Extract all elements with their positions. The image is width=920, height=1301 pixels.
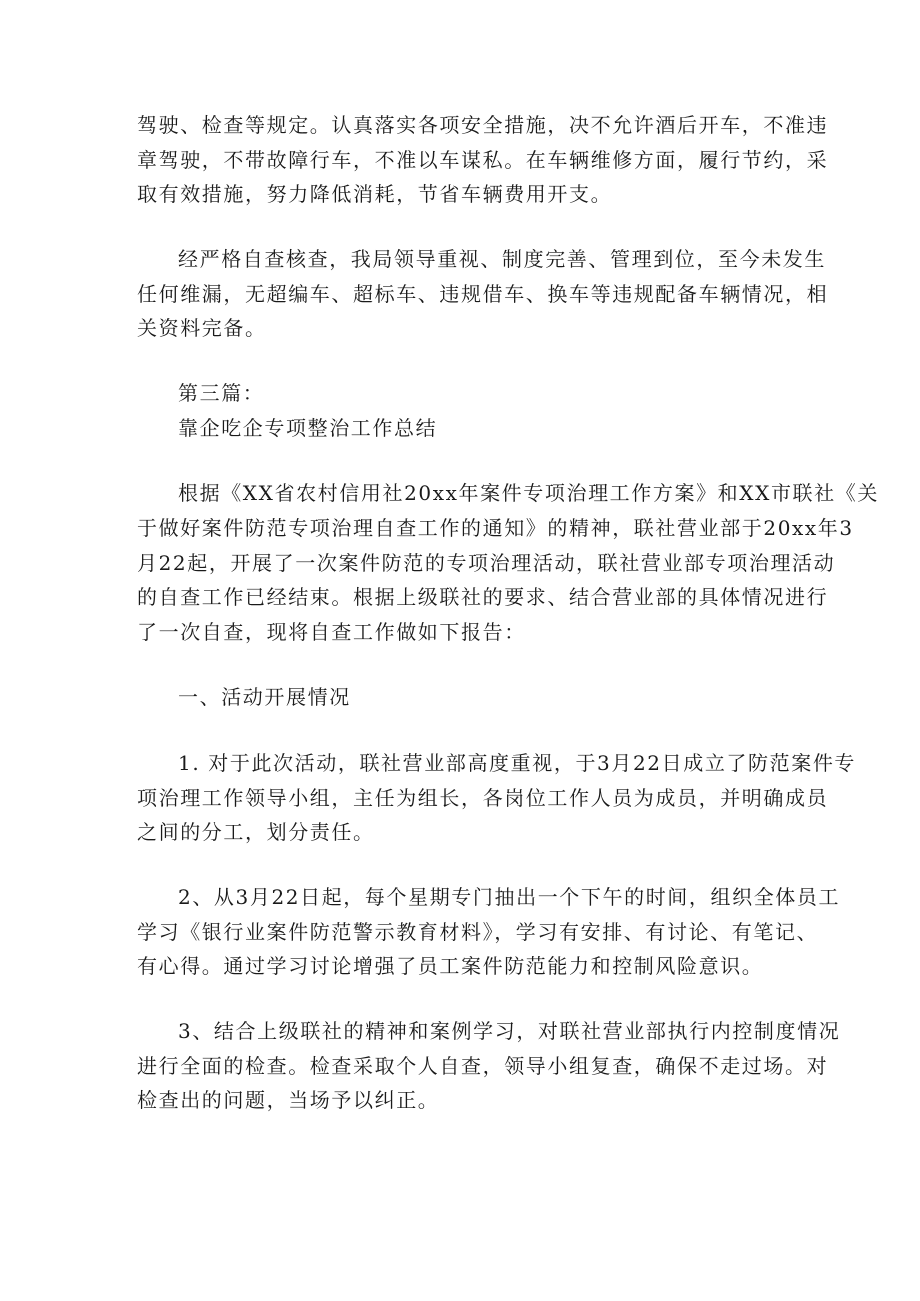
list-item-line: 2、从3月22日起，每个星期专门抽出一个下午的时间，组织全体员工: [178, 885, 841, 909]
list-item-line: 检查出的问题，当场予以纠正。: [137, 1088, 440, 1112]
paragraph-line: 了一次自查，现将自查工作做如下报告：: [137, 620, 526, 644]
paragraph-line: 任何维漏，无超编车、超标车、违规借车、换车等违规配备车辆情况，相: [137, 282, 829, 306]
paragraph-line: 驾驶、检查等规定。认真落实各项安全措施，决不允许酒后开车，不准违: [137, 113, 829, 137]
list-item-line: 有心得。通过学习讨论增强了员工案件防范能力和控制风险意识。: [137, 954, 764, 978]
paragraph-line: 于做好案件防范专项治理自查工作的通知》的精神，联社营业部于20xx年3: [137, 516, 854, 540]
list-item-line: 之间的分工，划分责任。: [137, 820, 375, 844]
list-item-line: 学习《银行业案件防范警示教育材料》，学习有安排、有讨论、有笔记、: [137, 920, 819, 944]
paragraph-line: 根据《XX省农村信用社20xx年案件专项治理工作方案》和XX市联社《关: [178, 481, 879, 505]
list-item-line: 项治理工作领导小组，主任为组长，各岗位工作人员为成员，并明确成员: [137, 786, 829, 810]
list-item-line: 进行全面的检查。检查采取个人自查，领导小组复查，确保不走过场。对: [137, 1054, 829, 1078]
paragraph-line: 经严格自查核查，我局领导重视、制度完善、管理到位，至今未发生: [178, 247, 826, 271]
list-item-line: 3、结合上级联社的精神和案例学习，对联社营业部执行内控制度情况: [178, 1019, 841, 1043]
paragraph-line: 取有效措施，努力降低消耗，节省车辆费用开支。: [137, 182, 613, 206]
paragraph-line: 关资料完备。: [137, 316, 267, 340]
paragraph-line: 月22起，开展了一次案件防范的专项治理活动，联社营业部专项治理活动: [137, 551, 836, 575]
paragraph-line: 章驾驶，不带故障行车，不准以车谋私。在车辆维修方面，履行节约，采: [137, 148, 829, 172]
list-item-line: 1. 对于此次活动，联社营业部高度重视，于3月22日成立了防范案件专: [178, 751, 857, 775]
subsection-heading: 一、活动开展情况: [178, 685, 351, 709]
article-title: 靠企吃企专项整治工作总结: [178, 416, 438, 440]
section-heading: 第三篇：: [178, 381, 265, 405]
paragraph-line: 的自查工作已经结束。根据上级联社的要求、结合营业部的具体情况进行: [137, 585, 829, 609]
